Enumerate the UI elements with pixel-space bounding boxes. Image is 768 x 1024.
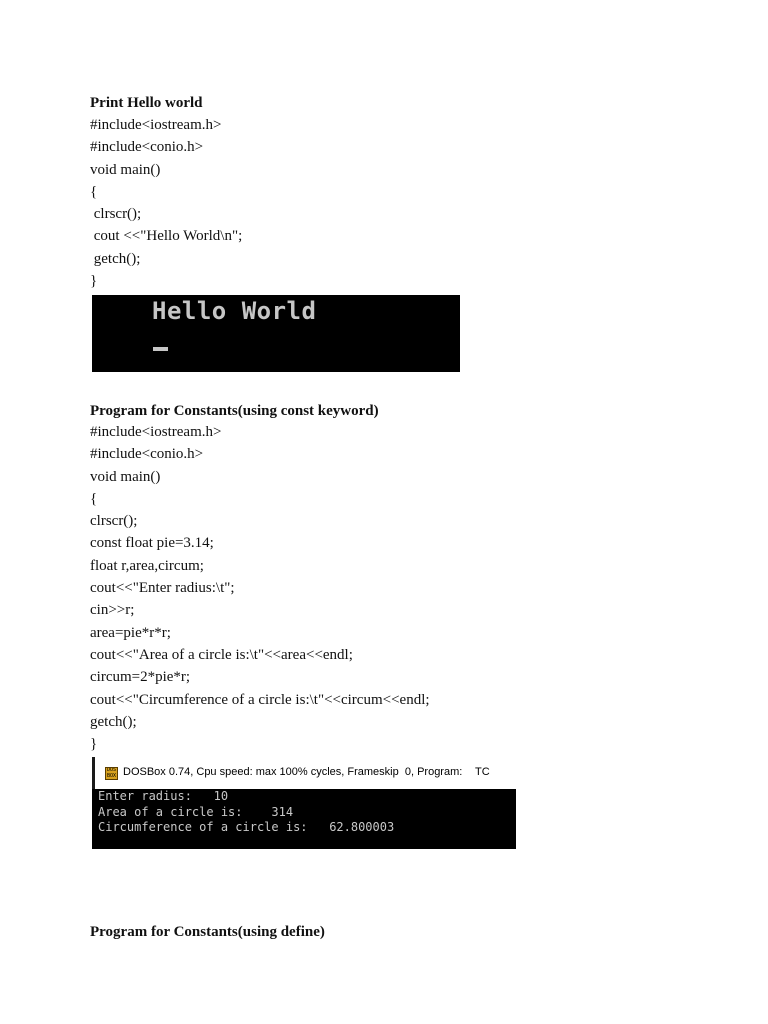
dosbox-titlebar[interactable] — [92, 757, 516, 789]
code-line: circum=2*pie*r; — [90, 669, 191, 686]
code-line: cin>>r; — [90, 602, 135, 619]
code-line: cout<<"Area of a circle is:\t"<<area<<endl; — [90, 646, 353, 663]
code-block-const-keyword — [90, 421, 430, 755]
code-line: area=pie*r*r; — [90, 624, 171, 641]
code-line: #include<conio.h> — [90, 446, 204, 463]
code-line: #include<conio.h> — [90, 139, 204, 156]
code-line: #include<iostream.h> — [90, 117, 222, 133]
console-output-text: Hello World — [152, 297, 317, 325]
cursor-icon — [153, 347, 168, 351]
code-line: #include<iostream.h> — [90, 424, 222, 440]
dosbox-window — [92, 757, 516, 849]
section-heading-const-keyword: Program for Constants(using const keyword) — [90, 403, 379, 419]
code-line: getch(); — [90, 250, 141, 267]
code-block-hello-world — [90, 114, 242, 292]
code-line: clrscr(); — [90, 513, 138, 530]
dosbox-title: DOSBox 0.74, Cpu speed: max 100% cycles, Frameskip 0, Program: — [123, 766, 463, 778]
section-heading-define: Program for Constants(using define) — [90, 924, 325, 940]
code-line: void main() — [90, 161, 161, 178]
code-line: cout <<"Hello World\n"; — [90, 228, 243, 245]
terminal-line: Area of a circle is: 314 — [98, 804, 294, 819]
console-output-hello-world — [92, 295, 460, 372]
code-line: { — [90, 183, 98, 200]
terminal-line: Circumference of a circle is: 62.800003 — [98, 820, 395, 834]
code-line: cout<<"Circumference of a circle is:\t"<<circum<<endl; — [90, 691, 430, 708]
dosbox-terminal — [98, 789, 394, 836]
terminal-line: Enter radius: 10 — [98, 789, 229, 803]
code-line: { — [90, 490, 98, 507]
code-line: clrscr(); — [90, 206, 142, 223]
code-line: getch(); — [90, 713, 137, 730]
section-heading-hello-world: Print Hello world — [90, 95, 203, 111]
dosbox-app-icon: DOS BOX — [106, 767, 117, 779]
code-line: } — [90, 736, 98, 753]
dosbox-program-name: TC — [475, 766, 490, 778]
code-line: const float pie=3.14; — [90, 535, 214, 552]
code-line: cout<<"Enter radius:\t"; — [90, 580, 235, 597]
code-line: } — [90, 273, 98, 290]
code-line: void main() — [90, 468, 161, 485]
code-line: float r,area,circum; — [90, 557, 204, 574]
